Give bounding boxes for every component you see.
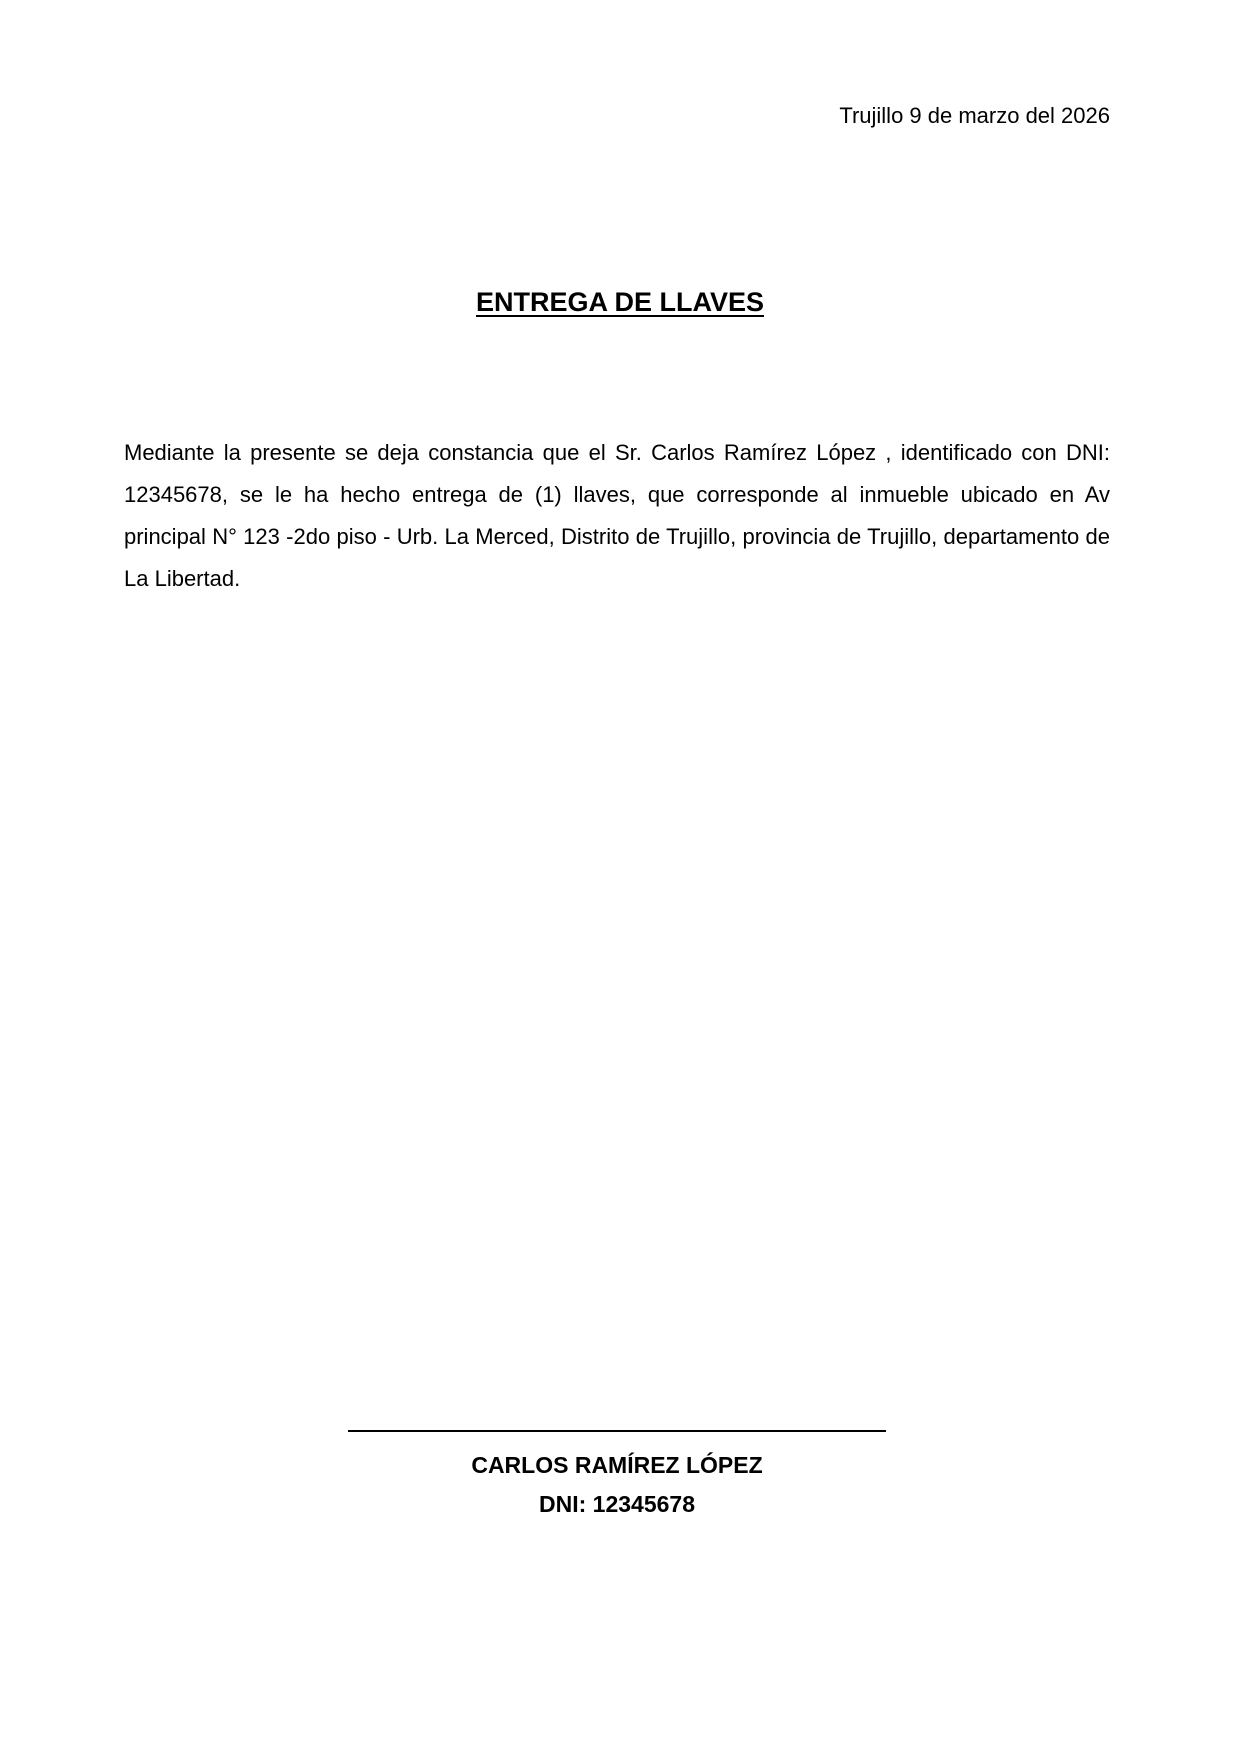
document-title: ENTREGA DE LLAVES (475, 287, 765, 317)
signature-name: CARLOS RAMÍREZ LÓPEZ (471, 1452, 763, 1478)
signature-block (348, 1430, 886, 1519)
date-line: Trujillo 9 de marzo del 2026 (839, 103, 1110, 128)
signature-dni: DNI: 12345678 (539, 1491, 695, 1517)
signature-line (348, 1430, 886, 1432)
body-paragraph: Mediante la presente se deja constancia que el Sr. Carlos Ramírez López , identificado con DNI: 12345678, se le ha hecho entrega de (1) llaves, que corresponde al inmueble ubicado en Av principal N° 123 -2do piso - Urb. La Merced, Distrito de Trujillo, provincia de Trujillo, departamento de La Libertad. (124, 440, 1110, 591)
